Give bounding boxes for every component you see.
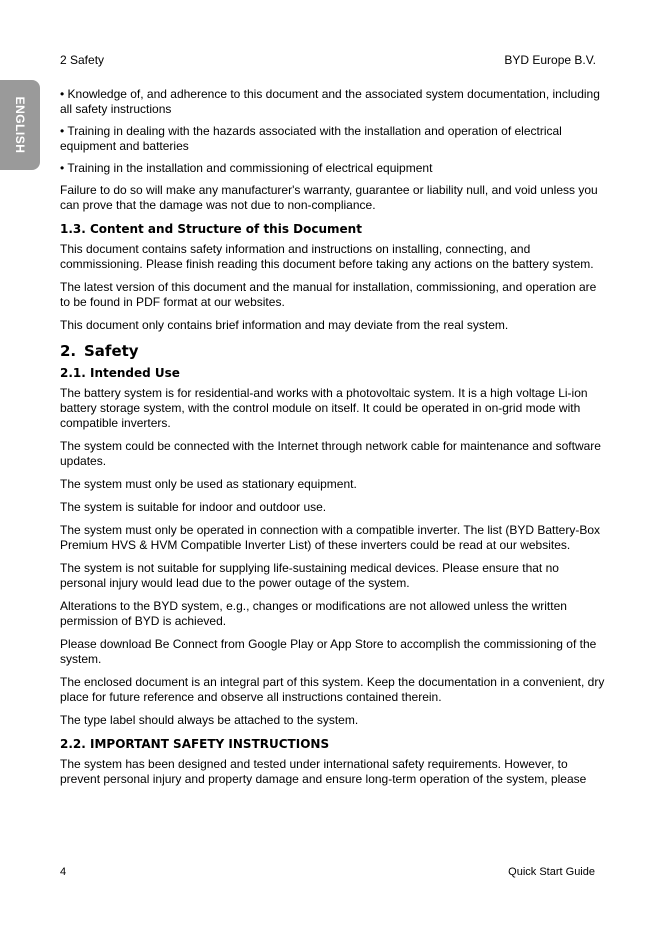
paragraph: The enclosed document is an integral part of this system. Keep the documentation in a convenient, dry place for future reference and observe all instructions contained therein. (60, 675, 605, 704)
paragraph: The system has been designed and tested under international safety requirements. However, to prevent personal injury and property damage and ensure long-term operation of the system, please (60, 757, 587, 786)
bullet-item: • Knowledge of, and adherence to this document and the associated system documentation, including all safety instructions (60, 87, 600, 116)
paragraph: The system must only be operated in connection with a compatible inverter. The list (BYD Battery-Box Premium HVS & HVM Compatible Inverter List) of these inverters could be read at our websites. (60, 523, 601, 552)
chapter-title: Safety (84, 342, 139, 360)
section-title: IMPORTANT SAFETY INSTRUCTIONS (90, 737, 330, 751)
section-number: 1.3. (60, 222, 86, 236)
section-title: Content and Structure of this Document (90, 222, 362, 236)
paragraph: This document only contains brief information and may deviate from the real system. (60, 318, 509, 332)
paragraph: The type label should always be attached to the system. (60, 713, 359, 727)
chapter-heading-2 (60, 341, 608, 361)
paragraph: The system is not suitable for supplying life-sustaining medical devices. Please ensure that no personal injury would lead due to the power outage of the system. (60, 561, 559, 590)
paragraph: The latest version of this document and the manual for installation, commissioning, and operation are to be found in PDF format at our websites. (60, 280, 597, 309)
section-number: 2.2. (60, 737, 86, 751)
paragraph: The battery system is for residential-and works with a photovoltaic system. It is a high voltage Li-ion battery storage system, with the control module on itself. It could be operated in on-grid mode with compatible inverters. (60, 386, 588, 430)
section-heading-1-3 (60, 221, 608, 237)
paragraph: The system must only be used as stationary equipment. (60, 477, 357, 491)
document-body (60, 87, 608, 795)
footer-title: Quick Start Guide (508, 866, 595, 878)
page-number: 4 (60, 866, 67, 878)
header-company: BYD Europe B.V. (504, 53, 596, 67)
failure-paragraph: Failure to do so will make any manufacturer's warranty, guarantee or liability null, and void unless you can prove that the damage was not due to non-compliance. (60, 183, 598, 212)
page-footer (60, 866, 595, 878)
paragraph: The system is suitable for indoor and outdoor use. (60, 500, 327, 514)
bullet-item: • Training in dealing with the hazards associated with the installation and operation of electrical equipment and batteries (60, 124, 562, 153)
language-tab-label: ENGLISH (13, 96, 27, 154)
paragraph: The system could be connected with the Internet through network cable for maintenance and software updates. (60, 439, 601, 468)
section-title: Intended Use (90, 366, 180, 380)
page-header (60, 53, 596, 67)
chapter-number: 2. (60, 342, 77, 360)
app-name: Be Connect (154, 637, 218, 651)
section-heading-2-1 (60, 365, 608, 381)
section-number: 2.1. (60, 366, 86, 380)
paragraph: This document contains safety information and instructions on installing, connecting, and commissioning. Please finish reading this document before taking any actions on the battery system. (60, 242, 594, 271)
header-section: 2 Safety (60, 53, 105, 67)
language-tab (0, 80, 40, 170)
section-heading-2-2 (60, 736, 608, 752)
download-paragraph: Please download Be Connect from Google Play or App Store to accomplish the commissioning of the system. (60, 637, 597, 666)
paragraph: Alterations to the BYD system, e.g., changes or modifications are not allowed unless the written permission of BYD is achieved. (60, 599, 567, 628)
bullet-item: • Training in the installation and commissioning of electrical equipment (60, 161, 433, 175)
